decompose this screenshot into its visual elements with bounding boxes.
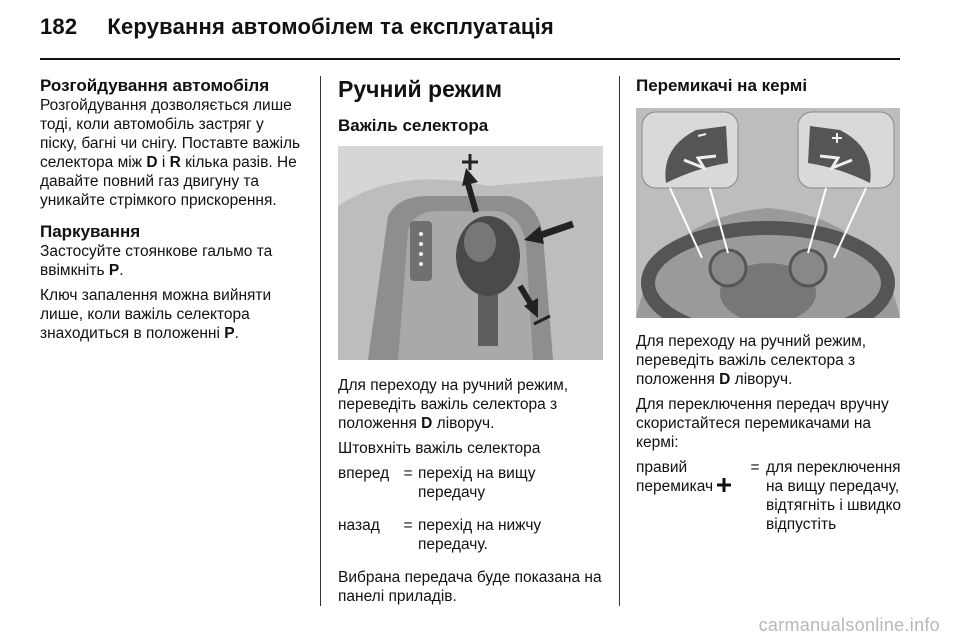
push-lever-text: Штовхніть важіль селектора bbox=[338, 440, 541, 457]
right-paddle-key: правий перемикач bbox=[636, 458, 744, 534]
header-rule bbox=[40, 58, 900, 60]
manual-mode-text: Для переходу на ручний режим, переведіть важіль селектора з положення D ліворуч. bbox=[338, 377, 569, 432]
parking-heading: Паркування bbox=[40, 222, 141, 241]
right-paddle-value: для переключення на вищу передачу, відтягніть і швидко відпустіть bbox=[766, 459, 902, 533]
steering-paddles-figure bbox=[636, 108, 900, 318]
page-header bbox=[40, 14, 554, 40]
shift-forward-eq: = bbox=[403, 465, 413, 482]
shift-back-row bbox=[338, 516, 603, 554]
shift-back-key: назад bbox=[338, 517, 380, 534]
manual-mode-heading: Ручний режим bbox=[338, 76, 503, 102]
shift-back-eq: = bbox=[403, 517, 413, 534]
rocking-heading: Розгойдування автомобіля bbox=[40, 76, 270, 95]
gear-display-text: Вибрана передача буде показана на панелі приладів. bbox=[338, 569, 602, 605]
gear-lever-illustration bbox=[338, 146, 603, 360]
section-rocking bbox=[40, 76, 305, 210]
shift-forward-value: перехід на вищу передачу bbox=[418, 465, 536, 501]
selector-lever-heading: Важіль селектора bbox=[338, 116, 489, 135]
plus-icon bbox=[717, 478, 731, 492]
steering-wheel-illustration bbox=[636, 108, 900, 318]
parking-text-1: Застосуйте стоянкове гальмо та ввімкніть P. bbox=[40, 243, 273, 279]
shift-forward-row bbox=[338, 464, 603, 502]
column-right bbox=[636, 76, 902, 534]
paddles-usage-text: Для переключення передач вручну скористайтеся перемикачами на кермі: bbox=[636, 396, 889, 451]
column-divider-2 bbox=[619, 76, 620, 606]
page-number: 182 bbox=[40, 14, 78, 39]
selector-lever-figure bbox=[338, 146, 603, 360]
shift-forward-key: вперед bbox=[338, 465, 390, 482]
column-left bbox=[40, 76, 305, 355]
chapter-title: Керування автомобілем та експлуатація bbox=[107, 14, 554, 39]
watermark: carmanualsonline.info bbox=[758, 615, 940, 635]
parking-text-2: Ключ запалення можна вийняти лише, коли важіль селектора знаходиться в положенні P. bbox=[40, 287, 272, 342]
rocking-text: Розгойдування дозволяється лише тоді, коли автомобіль застряг у піску, багні чи снігу. Поставте важіль селектора між D і R кілька разів. Не давайте повний газ двигуну та уникайте стрімкого прискорення. bbox=[40, 97, 301, 209]
right-paddle-eq: = bbox=[750, 459, 760, 476]
paddles-manual-text: Для переходу на ручний режим, переведіть важіль селектора з положення D ліворуч. bbox=[636, 333, 867, 388]
right-paddle-row bbox=[636, 458, 902, 534]
paddles-heading: Перемикачі на кермі bbox=[636, 76, 808, 95]
column-middle bbox=[338, 76, 603, 612]
shift-back-value: перехід на нижчу передачу. bbox=[418, 517, 542, 553]
column-divider-1 bbox=[320, 76, 321, 606]
section-parking bbox=[40, 222, 305, 343]
